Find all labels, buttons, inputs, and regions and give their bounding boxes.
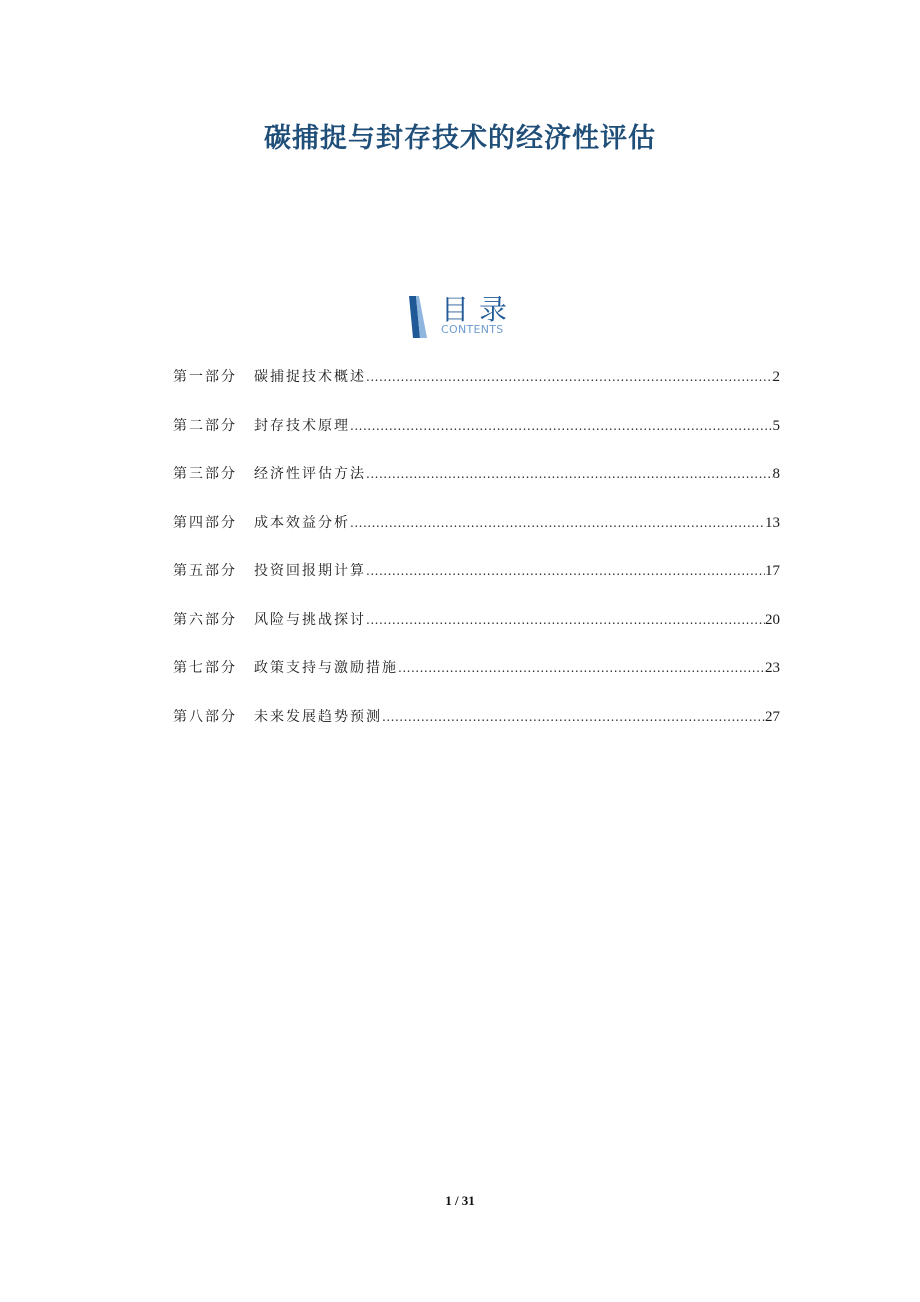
toc-leader-dots — [366, 464, 773, 484]
toc-entry-title: 风险与挑战探讨 — [254, 611, 366, 628]
page-number: 1 / 31 — [445, 1193, 475, 1208]
toc-entry-3[interactable] — [173, 464, 780, 484]
toc-page-number: 8 — [772, 466, 780, 482]
toc-heading-title: 目录 — [441, 293, 518, 326]
toc-entry-6[interactable] — [173, 610, 780, 630]
toc-part-label: 第四部分 — [173, 514, 237, 531]
toc-page-number: 13 — [765, 514, 780, 531]
toc-entry-2[interactable] — [173, 416, 780, 436]
toc-entry-7[interactable] — [173, 658, 780, 678]
toc-page-number: 27 — [765, 708, 780, 725]
document-title: 碳捕捉与封存技术的经济性评估 — [264, 123, 656, 154]
toc-part-label: 第六部分 — [173, 611, 237, 628]
toc-leader-dots — [366, 561, 765, 581]
toc-page-number: 17 — [765, 563, 780, 579]
toc-entry-title: 未来发展趋势预测 — [254, 708, 382, 725]
toc-heading-subtitle: CONTENTS — [441, 323, 504, 336]
toc-entry-title: 政策支持与激励措施 — [254, 660, 398, 676]
toc-entry-title: 投资回报期计算 — [254, 563, 366, 579]
toc-leader-dots — [382, 707, 765, 727]
toc-entry-5[interactable] — [173, 561, 780, 581]
toc-leader-dots — [350, 416, 773, 436]
toc-entry-title: 封存技术原理 — [254, 417, 350, 434]
toc-part-label: 第五部分 — [173, 563, 237, 579]
table-of-contents — [173, 367, 780, 755]
toc-heading — [0, 292, 920, 342]
toc-leader-dots — [398, 658, 765, 678]
toc-entry-title: 经济性评估方法 — [254, 466, 366, 482]
toc-page-number: 5 — [772, 417, 780, 434]
toc-part-label: 第三部分 — [173, 466, 237, 482]
toc-part-label: 第七部分 — [173, 660, 237, 676]
toc-entry-8[interactable] — [173, 707, 780, 727]
toc-leader-dots — [366, 367, 773, 387]
toc-entry-1[interactable] — [173, 367, 780, 387]
contents-bookmark-icon — [407, 296, 429, 338]
toc-page-number: 20 — [765, 611, 780, 628]
toc-part-label: 第二部分 — [173, 417, 237, 434]
toc-leader-dots — [366, 610, 765, 630]
toc-leader-dots — [350, 513, 765, 533]
toc-page-number: 23 — [765, 660, 780, 676]
toc-entry-4[interactable] — [173, 513, 780, 533]
toc-entry-title: 碳捕捉技术概述 — [254, 369, 366, 385]
toc-entry-title: 成本效益分析 — [254, 514, 350, 531]
toc-part-label: 第八部分 — [173, 708, 237, 725]
toc-page-number: 2 — [772, 369, 780, 385]
toc-part-label: 第一部分 — [173, 369, 237, 385]
